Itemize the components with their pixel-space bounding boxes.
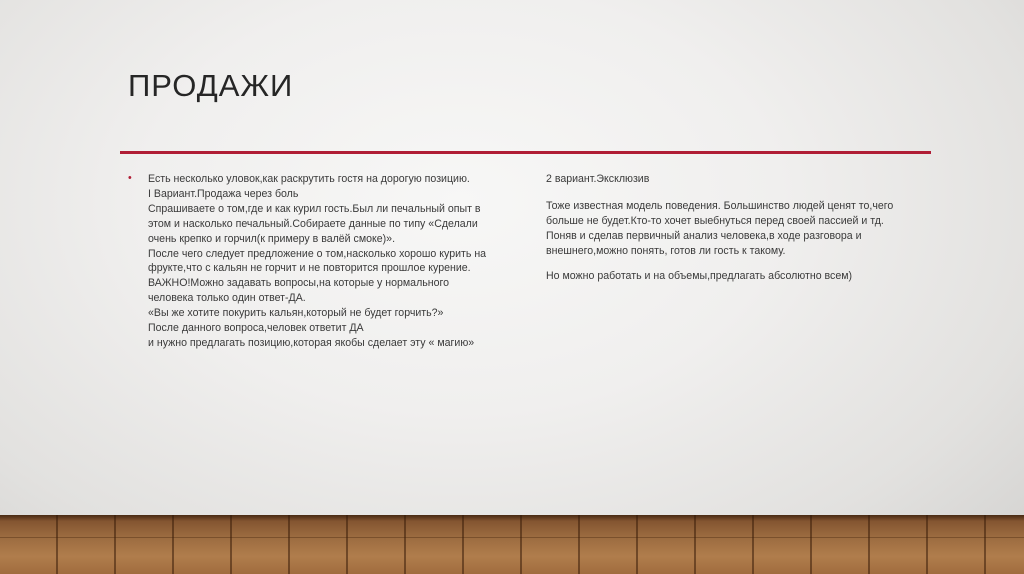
text-line: После данного вопроса,человек ответит ДА [148, 322, 364, 335]
left-column-text [148, 172, 518, 351]
right-column-heading: 2 вариант.Эксклюзив [546, 173, 650, 185]
text-line: ВАЖНО!Можно задавать вопросы,на которые у нормального [148, 277, 450, 290]
floor-shadow [0, 515, 1024, 521]
right-paragraph-1 [546, 199, 916, 259]
text-line: Спрашиваете о том,где и как курил гость.Был ли печальный опыт в [148, 202, 481, 215]
slide-title: ПРОДАЖИ [128, 68, 294, 103]
right-paragraph-2 [546, 269, 916, 284]
floor-seam [0, 537, 1024, 538]
text-line: этом и насколько печальный.Собираете данные по типу «Сделали [148, 217, 478, 230]
text-line: внешнего,можно понять, готов ли гость к такому. [546, 244, 786, 257]
text-line: больше не будет.Кто-то хочет выебнуться перед своей пассией и тд. [546, 214, 884, 227]
title-divider [120, 151, 931, 154]
bullet-marker: • [128, 172, 132, 184]
wood-floor-decoration [0, 515, 1024, 574]
right-column-text [546, 172, 916, 293]
text-line: и нужно предлагать позицию,которая якобы сделает эту « магию» [148, 336, 475, 349]
text-line: Есть несколько уловок,как раскрутить гостя на дорогую позицию. [148, 173, 470, 185]
text-line: Поняв и сделав первичный анализ человека,в ходе разговора и [546, 229, 862, 242]
text-line: Тоже известная модель поведения. Большинство людей ценят то,чего [546, 199, 894, 212]
text-line: человека только один ответ-ДА. [148, 292, 306, 305]
text-line: очень крепко и горчил(к примеру в валёй смоке)». [148, 232, 396, 245]
text-line: фрукте,что с кальян не горчит и не повторится прошлое курение. [148, 262, 471, 275]
text-line: После чего следует предложение о том,насколько хорошо курить на [148, 247, 487, 260]
text-line: Но можно работать и на объемы,предлагать абсолютно всем) [546, 269, 853, 282]
text-line: I Вариант.Продажа через боль [148, 187, 299, 200]
text-line: «Вы же хотите покурить кальян,который не будет горчить?» [148, 307, 444, 320]
